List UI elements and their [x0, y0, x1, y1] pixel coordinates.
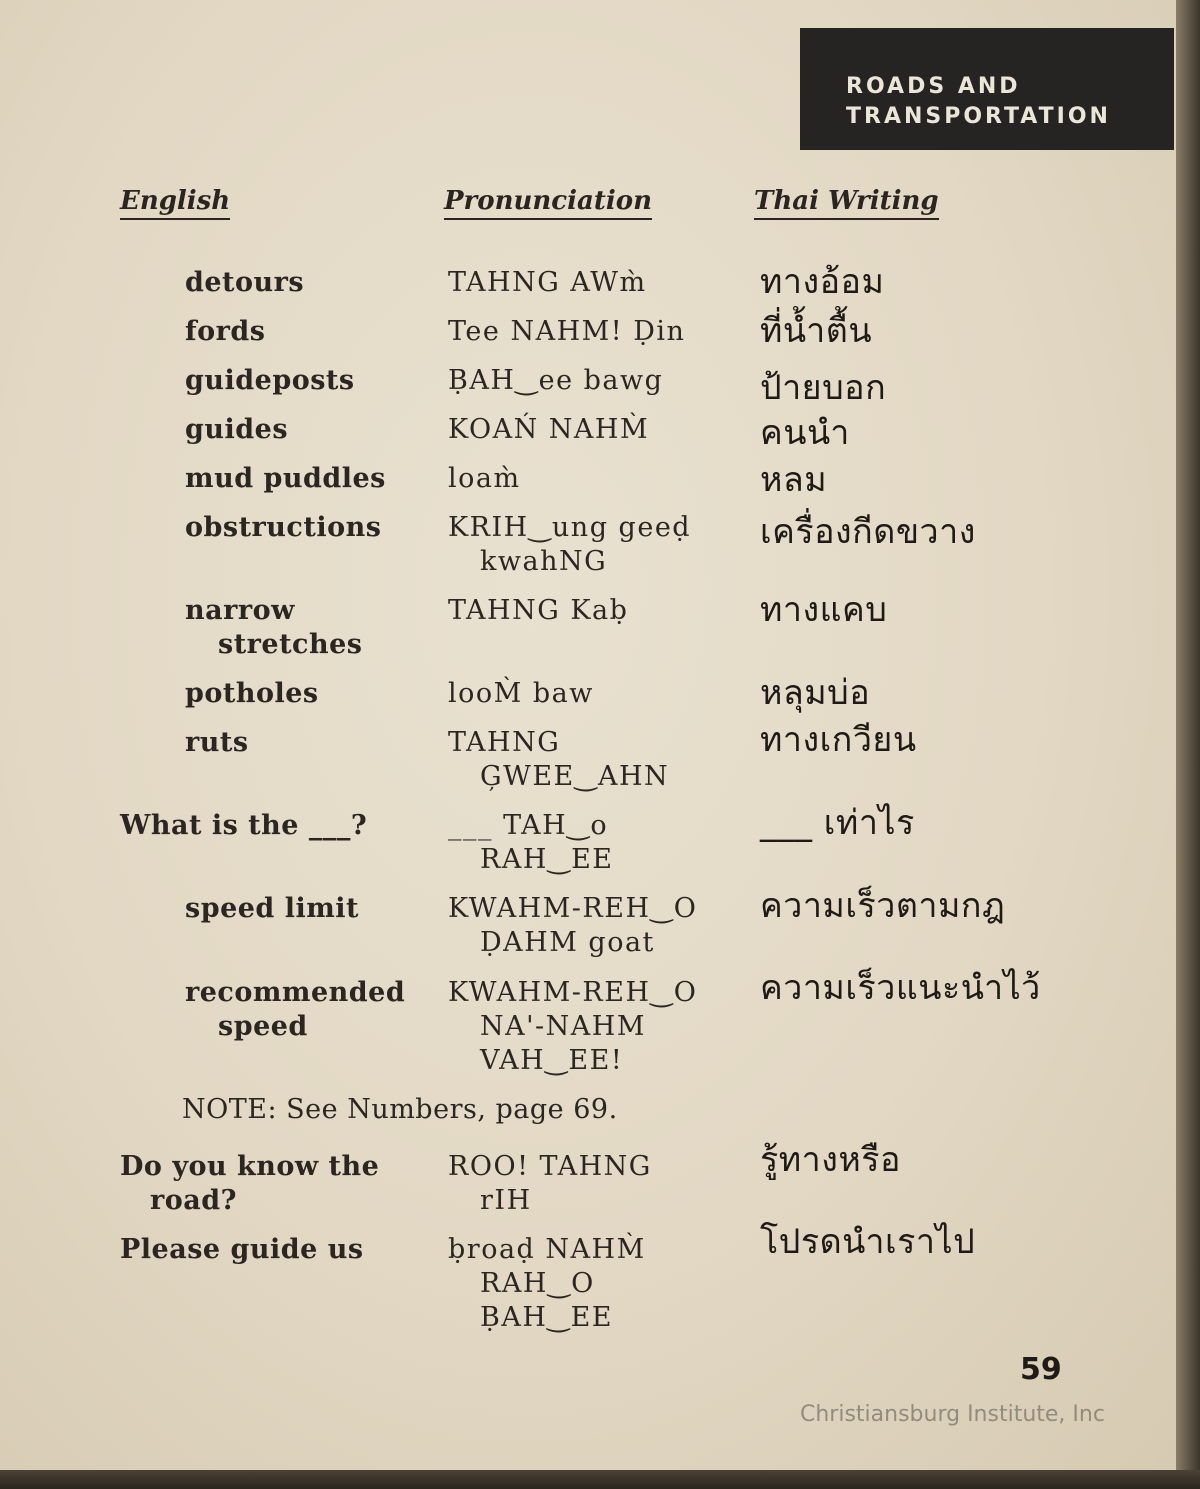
english-term: speed limit — [185, 893, 360, 924]
page-number: 59 — [1020, 1352, 1062, 1387]
thai-writing: ทางเกวียน — [760, 720, 917, 760]
pronunciation: KWAHM-REH‿O — [448, 893, 698, 924]
watermark: Christiansburg Institute, Inc — [800, 1402, 1105, 1427]
pronunciation: ___ TAH‿o — [448, 810, 609, 841]
english-term: recommended — [185, 977, 406, 1008]
pronunciation: NA'-NAHM — [480, 1011, 646, 1042]
pronunciation: ḌAHM goat — [480, 927, 655, 958]
thai-writing: ป้ายบอก — [760, 368, 887, 408]
pronunciation: KRIH‿ung geeḍ — [448, 512, 692, 543]
thai-writing: หลม — [760, 460, 828, 500]
english-phrase: What is the ___? — [120, 810, 368, 841]
pronunciation: VAH‿EE! — [480, 1045, 624, 1076]
english-term: speed — [218, 1011, 308, 1042]
thai-writing: คนนำ — [760, 413, 850, 453]
pronunciation: TAHNG Kaḅ — [448, 595, 629, 626]
english-term: potholes — [185, 678, 319, 709]
section-title-line2: TRANSPORTATION — [846, 104, 1111, 129]
english-phrase: Do you know the — [120, 1151, 380, 1182]
english-term: detours — [185, 267, 305, 298]
pronunciation: TAHNG — [448, 727, 561, 758]
page-edge-right — [1176, 0, 1200, 1489]
pronunciation: rIH — [480, 1185, 532, 1216]
thai-writing: เครื่องกีดขวาง — [760, 512, 976, 552]
english-term: ruts — [185, 727, 249, 758]
english-phrase: Please guide us — [120, 1234, 364, 1265]
english-term: narrow — [185, 595, 295, 626]
english-term: mud puddles — [185, 463, 386, 494]
column-header-thai: Thai Writing — [754, 186, 939, 220]
pronunciation: KWAHM-REH‿O — [448, 977, 698, 1008]
pronunciation: ḄAH‿ee bawg — [448, 365, 664, 396]
thai-writing: ทางแคบ — [760, 590, 888, 630]
thai-writing: หลุมบ่อ — [760, 673, 871, 713]
pronunciation: RAH‿EE — [480, 844, 614, 875]
pronunciation: TAHNG AWm̀ — [448, 267, 647, 298]
page-edge-bottom — [0, 1470, 1200, 1489]
column-header-english: English — [120, 186, 230, 220]
thai-writing: ___ เท่าไร — [760, 803, 915, 843]
pronunciation: ḅroaḍ NAHM̀ — [448, 1234, 646, 1265]
english-phrase: road? — [150, 1185, 237, 1216]
pronunciation: RAH‿O — [480, 1268, 595, 1299]
pronunciation: KOAŃ NAHM̀ — [448, 414, 650, 445]
english-term: stretches — [218, 629, 363, 660]
thai-writing: ความเร็วตามกฎ — [760, 886, 1006, 926]
note: NOTE: See Numbers, page 69. — [182, 1094, 618, 1125]
pronunciation: kwahNG — [480, 546, 608, 577]
thai-writing: โปรดนำเราไป — [760, 1222, 976, 1262]
pronunciation: ḄAH‿EE — [480, 1302, 614, 1333]
thai-writing: ทางอ้อม — [760, 262, 885, 302]
section-header — [800, 28, 1174, 150]
english-term: obstructions — [185, 512, 382, 543]
thai-writing: รู้ทางหรือ — [760, 1140, 901, 1180]
english-term: guides — [185, 414, 289, 445]
english-term: fords — [185, 316, 266, 347]
pronunciation: ĢWEE‿AHN — [480, 761, 670, 792]
pronunciation: ROO! TAHNG — [448, 1151, 652, 1182]
english-term: guideposts — [185, 365, 355, 396]
column-header-pronunciation: Pronunciation — [444, 186, 652, 220]
pronunciation: looM̀ baw — [448, 678, 594, 709]
pronunciation: Tee NAHM! Ḍin — [448, 316, 686, 347]
pronunciation: loam̀ — [448, 463, 521, 494]
thai-writing: ที่น้ำตื้น — [760, 311, 873, 351]
thai-writing: ความเร็วแนะนำไว้ — [760, 968, 1041, 1008]
section-title-line1: ROADS AND — [846, 74, 1021, 99]
